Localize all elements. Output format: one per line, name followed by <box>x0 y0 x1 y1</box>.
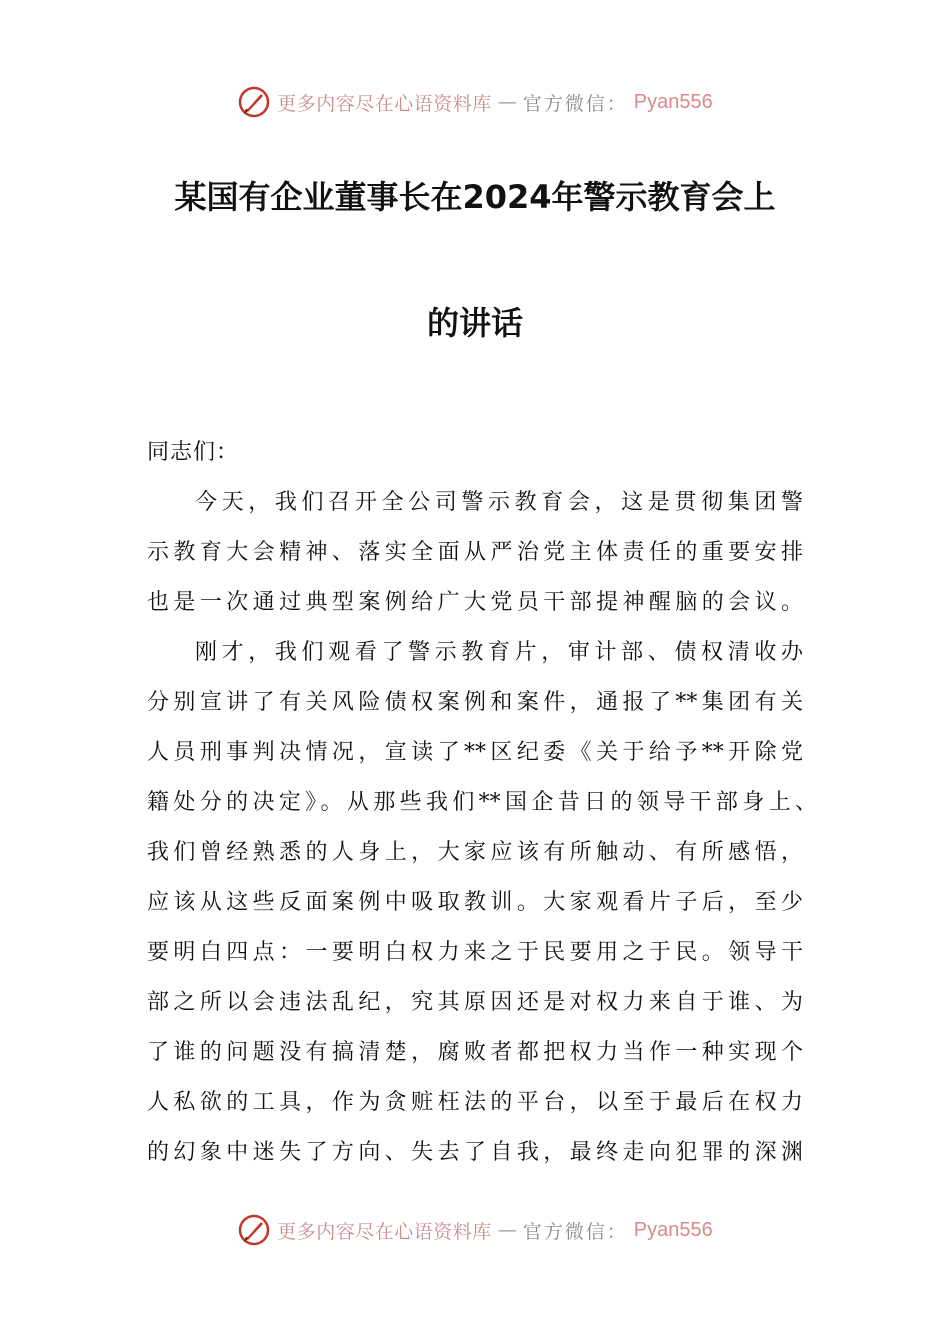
wechat-id: Pyan556 <box>633 90 713 113</box>
wechat-id: Pyan556 <box>633 1218 713 1241</box>
paragraph-line: 人员刑事判决情况，宣读了**区纪委《关于给予**开除党 <box>147 740 803 765</box>
paragraph-line: 今天，我们召开全公司警示教育会，这是贯彻集团警 <box>195 490 803 515</box>
paragraph-1 <box>147 478 817 628</box>
paragraph-line: 要明白四点：一要明白权力来之于民要用之于民。领导干 <box>147 940 803 965</box>
promo-dash: — <box>497 91 517 113</box>
salutation: 同志们： <box>147 440 240 465</box>
header-banner <box>0 82 950 122</box>
paragraph-2 <box>147 628 817 1178</box>
paragraph-line: 了谁的问题没有搞清楚，腐败者都把权力当作一种实现个 <box>147 1040 803 1065</box>
quill-pen-logo-icon <box>237 1213 271 1247</box>
document-title-line2: 的讲话 <box>426 304 523 342</box>
paragraph-line: 的幻象中迷失了方向、失去了自我，最终走向犯罪的深渊 <box>147 1140 803 1165</box>
paragraph-line: 示教育大会精神、落实全面从严治党主体责任的重要安排 <box>147 540 803 565</box>
wechat-label: 官方微信： <box>522 1220 628 1243</box>
promo-text: 更多内容尽在心语资料库 <box>277 1220 492 1243</box>
promo-dash: — <box>497 1219 517 1241</box>
paragraph-line: 我们曾经熟悉的人身上，大家应该有所触动、有所感悟， <box>147 840 803 865</box>
paragraph-line: 也是一次通过典型案例给广大党员干部提神醒脑的会议。 <box>147 590 803 615</box>
paragraph-line: 刚才，我们观看了警示教育片，审计部、债权清收办 <box>195 640 803 665</box>
paragraph-line: 应该从这些反面案例中吸取教训。大家观看片子后，至少 <box>147 890 803 915</box>
paragraph-line: 分别宣讲了有关风险债权案例和案件，通报了**集团有关 <box>147 690 803 715</box>
quill-pen-logo-icon <box>237 85 271 119</box>
wechat-label: 官方微信： <box>522 92 628 115</box>
document-body <box>147 428 817 1178</box>
document-title-line1: 某国有企业董事长在2024年警示教育会上 <box>174 178 776 216</box>
paragraph-line: 籍处分的决定》。从那些我们**国企昔日的领导干部身上、 <box>147 790 817 815</box>
paragraph-line: 人私欲的工具，作为贪赃枉法的平台，以至于最后在权力 <box>147 1090 803 1115</box>
footer-banner <box>0 1210 950 1250</box>
paragraph-line: 部之所以会违法乱纪，究其原因还是对权力来自于谁、为 <box>147 990 803 1015</box>
promo-text: 更多内容尽在心语资料库 <box>277 92 492 115</box>
